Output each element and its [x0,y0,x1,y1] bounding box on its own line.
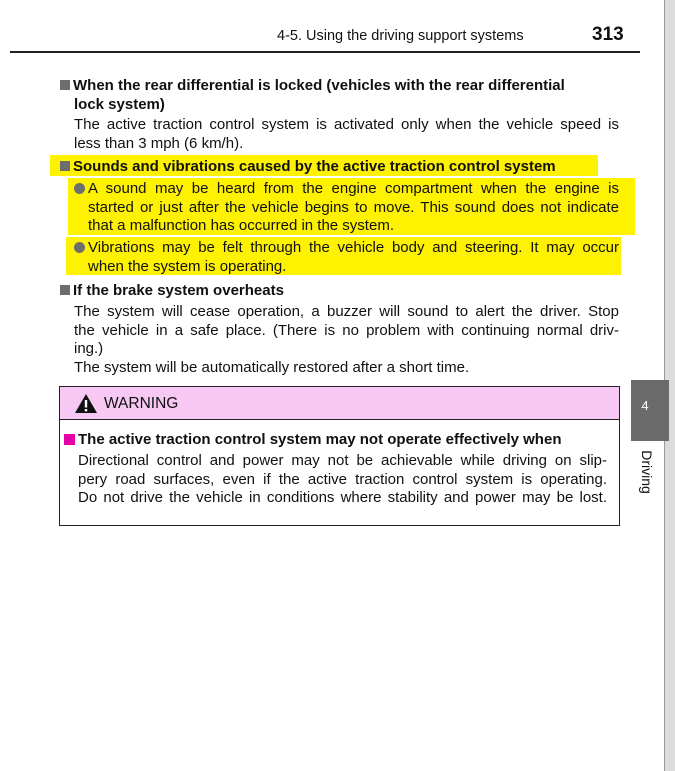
square-bullet-icon [60,161,70,171]
chapter-label: Driving [639,450,655,494]
bullet-dot-icon [74,242,85,253]
brake-title: If the brake system overheats [73,282,284,299]
warning-body [78,452,607,508]
header-divider [10,51,640,53]
brake-body-line2: the vehicle in a safe place. (There is no problem with continuing normal driv- [74,321,619,339]
warning-box [59,386,620,526]
warning-label: WARNING [104,395,179,412]
rear-diff-title-line2: lock system) [74,96,165,113]
chapter-number: 4 [641,398,649,413]
rear-diff-body [74,116,619,153]
brake-body [74,303,619,377]
brake-body-line4: The system will be automatically restored after a short time. [74,358,470,376]
square-bullet-icon [60,285,70,295]
sounds-bullet2-line1: Vibrations may be felt through the vehicle body and steering. It may occur [88,239,619,256]
sounds-heading [60,157,556,176]
section-header: 4-5. Using the driving support systems [277,28,524,44]
page-number: 313 [592,24,624,45]
brake-body-line3: ing.) [74,340,104,357]
sounds-bullet1-line3: that a malfunction has occurred in the system. [88,217,394,234]
warning-body-line2: pery road surfaces, even if the active traction control system is operating. [78,470,607,488]
rear-diff-title-line1: When the rear differential is locked (vehicles with the rear differential [73,77,565,94]
brake-heading [60,281,284,300]
bullet-dot-icon [74,183,85,194]
pink-square-bullet-icon [64,434,75,445]
sounds-bullet1-line2: started or just after the vehicle begins to move. This sound does not indicate [88,198,619,216]
warning-header [60,387,619,420]
rear-diff-body-line1: The active traction control system is activated only when the vehicle speed is [74,116,619,133]
sounds-bullet-1 [74,180,619,236]
rear-diff-body-line2: less than 3 mph (6 km/h). [74,134,244,152]
chapter-tab [631,380,669,441]
brake-body-line1: The system will cease operation, a buzzer will sound to alert the driver. Stop [74,303,619,320]
sounds-bullet1-line1: A sound may be heard from the engine compartment when the engine is [88,180,619,197]
warning-body-line1: Directional control and power may not be achievable while driving on slip- [78,452,607,469]
sounds-bullet-2 [74,239,619,276]
square-bullet-icon [60,80,70,90]
warning-title-text: The active traction control system may not operate effectively when [78,431,562,448]
warning-body-line3: Do not drive the vehicle in conditions where stability and power may be lost. [78,489,607,506]
warning-triangle-icon [74,393,98,414]
sounds-title: Sounds and vibrations caused by the active traction control system [73,158,556,175]
sounds-bullet2-line2: when the system is operating. [88,257,287,275]
warning-title [64,431,561,448]
rear-diff-heading [60,76,618,114]
